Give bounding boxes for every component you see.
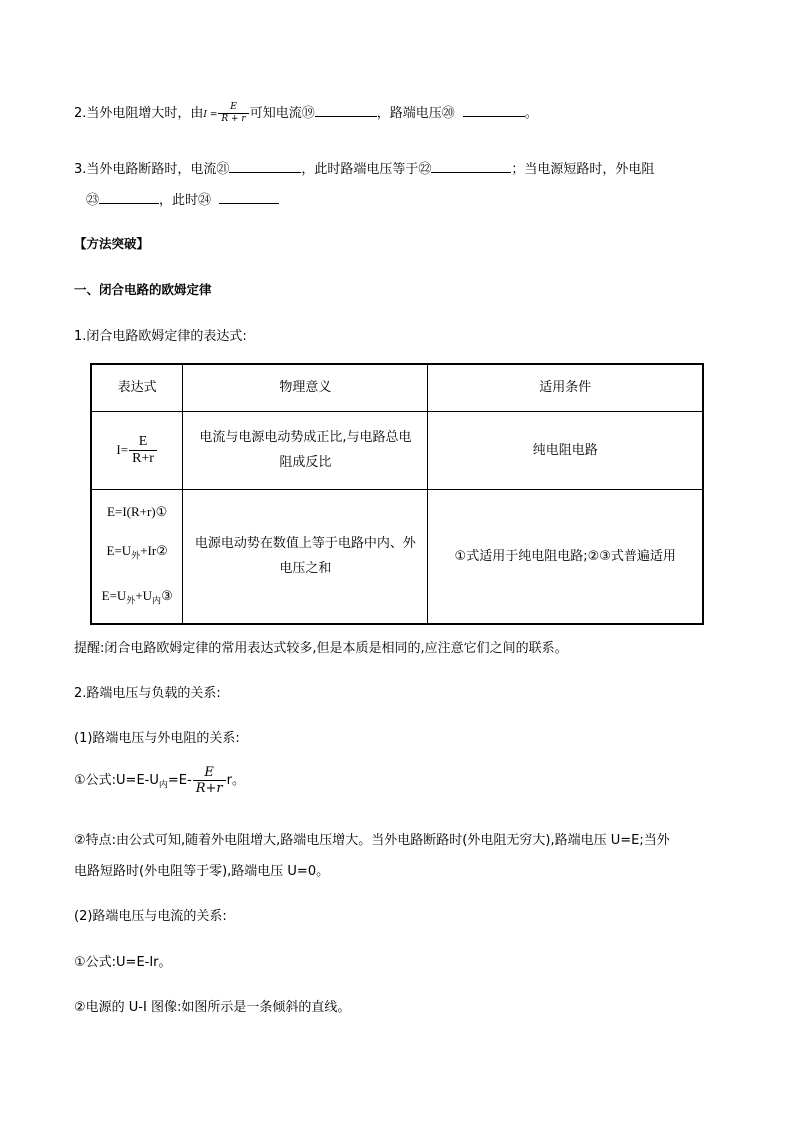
question-2-line [74,102,538,124]
row2-condition: ①式适用于纯电阻电路;②③式普遍适用 [428,489,703,624]
row2-expr-3-sub-2: 内 [152,595,162,606]
answer-blank-22[interactable] [431,160,511,173]
q2-fraction-numerator: E [230,102,237,112]
row1-numerator: E [138,433,148,449]
table-row [91,411,703,489]
table-header-meaning: 物理意义 [183,364,428,411]
q2-end: 。 [524,106,538,121]
table-header-condition: 适用条件 [428,364,703,411]
row2-meaning-line-2: 电压之和 [279,561,332,577]
sub-1-heading: (1)路端电压与外电阻的关系: [74,731,240,746]
answer-blank-19[interactable] [315,104,377,117]
item-2-heading: 2.路端电压与负载的关系: [74,686,221,701]
formula-1-line [74,766,245,795]
feature-line-2: 电路短路时(外电阻等于零),路端电压 U=0。 [74,864,330,879]
row2-expr-1: E=I(R+r)① [107,504,168,520]
formula-2-line: ①公式:U=E-Ir。 [74,955,172,970]
q2-fraction-denominator: R + r [218,113,248,124]
q3-text-d: ㉓ [86,193,100,208]
row2-expr-2-sub: 外 [131,550,141,561]
row2-expr-2 [92,531,182,576]
row2-expr-3-c: ③ [161,587,173,603]
row2-expr-3-sub-1: 外 [126,595,136,606]
q2-text-b: ，路端电压⑳ [376,106,455,121]
answer-blank-24[interactable] [219,191,279,204]
table-header-expression: 表达式 [91,364,183,411]
formula-1-numerator: E [204,765,214,780]
q3-text-c: ；当电源短路时，外电阻 [511,162,655,177]
formula-1-suffix: r。 [226,773,245,788]
answer-blank-21[interactable] [229,160,301,173]
row2-meaning [183,489,428,624]
q3-text-b: ，此时路端电压等于㉒ [301,162,432,177]
feature-line-1: ②特点:由公式可知,随着外电阻增大,路端电压增大。当外电路断路时(外电阻无穷大),路端电压 U=E;当外 [74,833,670,848]
q2-prefix: 2.当外电阻增大时，由 [74,106,204,121]
answer-blank-23[interactable] [99,191,159,204]
row2-expressions [91,489,183,624]
row2-meaning-line-1: 电源电动势在数值上等于电路中内、外 [194,536,416,552]
q2-formula-lhs: I = [203,110,218,120]
row2-expr-3 [92,576,182,621]
ohm-law-table [90,363,704,625]
question-3-line-2 [86,189,279,208]
q2-fraction [218,103,248,124]
table-header-row [91,364,703,411]
row1-meaning [183,411,428,489]
formula-1-sub: 内 [158,780,168,791]
row1-meaning-line-1: 电流与电源电动势成正比,与电路总电 [199,430,412,445]
row1-expression [91,411,183,489]
q3-text-a: 3.当外电路断路时，电流㉑ [74,162,230,177]
formula-1-denominator: R+r [193,780,226,795]
sub-2-heading: (2)路端电压与电流的关系: [74,909,227,924]
q3-text-e: ，此时㉔ [159,193,212,208]
row1-meaning-line-2: 阻成反比 [279,455,332,470]
row2-expr-3-b: +U [135,587,153,603]
row2-expr-3-a: E=U [101,587,127,603]
question-3-line-1 [74,158,654,177]
item-1-heading: 1.闭合电路欧姆定律的表达式: [74,329,247,344]
row1-denominator: R+r [129,450,157,466]
row2-expr-2-a: E=U [106,543,132,559]
ui-graph-line: ②电源的 U-I 图像:如图所示是一条倾斜的直线。 [74,1000,351,1015]
formula-1-mid: =E- [167,773,192,788]
row1-expr-lhs: I= [116,441,129,457]
formula-1-prefix: ①公式:U=E-U [74,773,159,788]
section-one-heading: 一、闭合电路的欧姆定律 [74,282,212,297]
q2-text-a: 可知电流⑲ [249,106,315,121]
row2-expr-2-b: +Ir② [140,543,168,559]
section-method-heading: 【方法突破】 [74,236,150,251]
table-row [91,489,703,624]
tip-text: 提醒:闭合电路欧姆定律的常用表达式较多,但是本质是相同的,应注意它们之间的联系。 [74,641,568,656]
answer-blank-20[interactable] [463,104,525,117]
row1-fraction [129,435,157,466]
row1-condition: 纯电阻电路 [428,411,703,489]
formula-1-fraction [193,766,226,795]
